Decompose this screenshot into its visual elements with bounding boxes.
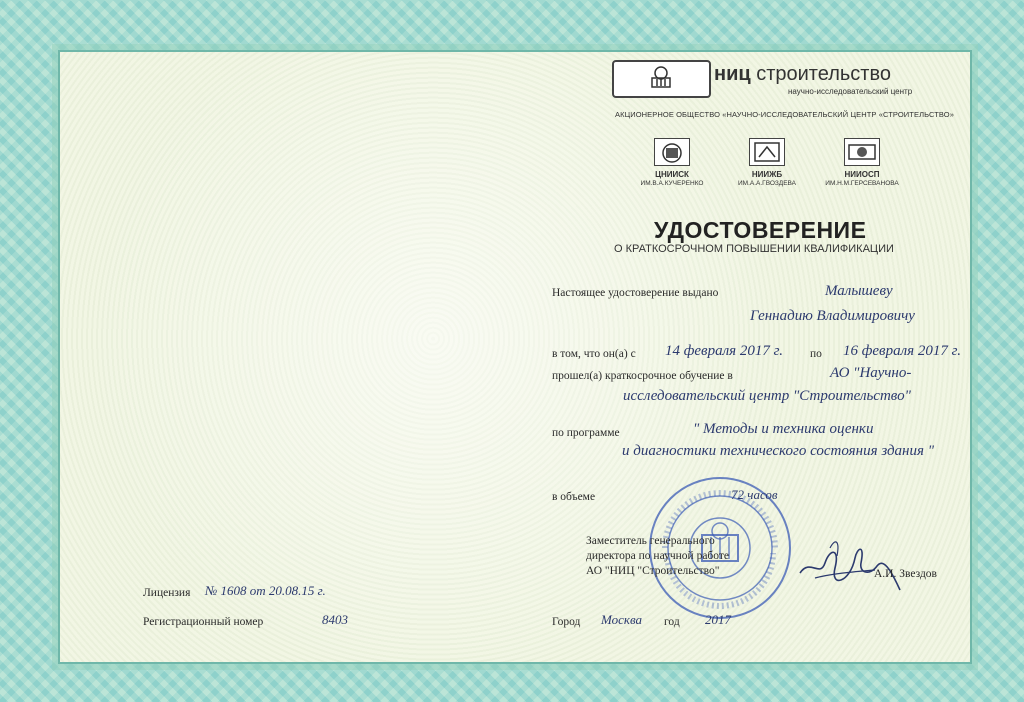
city-label: Город — [552, 616, 581, 628]
registration-label: Регистрационный номер — [143, 616, 264, 628]
signer-title-2: директора по научной работе — [586, 550, 730, 562]
institute-emblem-icon — [749, 138, 785, 166]
issued-label: Настоящее удостоверение выдано — [552, 287, 719, 299]
volume-label: в объеме — [552, 491, 596, 503]
license-label: Лицензия — [143, 587, 191, 599]
signer-title-3: АО "НИЦ "Строительство" — [586, 565, 720, 577]
recipient-surname: Малышеву — [825, 283, 893, 299]
volume-value: 72 часов — [731, 487, 778, 502]
training-label: прошел(а) краткосрочное обучение в — [552, 370, 733, 382]
signer-name: А.И. Звездов — [874, 568, 937, 580]
institute-niiosp: НИИОСП ИМ.Н.М.ГЕРСЕВАНОВА — [822, 138, 902, 187]
date-to: 16 февраля 2017 г. — [843, 343, 961, 359]
registration-number: 8403 — [322, 612, 348, 627]
program-line-2: и диагностики технического состояния здания " — [622, 443, 935, 459]
institute-tsniisk: ЦНИИСК ИМ.В.А.КУЧЕРЕНКО — [632, 138, 712, 187]
document-title: УДОСТОВЕРЕНИЕ — [654, 217, 867, 243]
program-label: по программе — [552, 427, 620, 439]
institution-line-2: исследовательский центр "Строительство" — [623, 388, 911, 404]
building-emblem-icon — [649, 65, 673, 89]
institute-emblem-icon — [844, 138, 880, 166]
recipient-name: Геннадию Владимировичу — [750, 308, 915, 324]
handwritten-signature — [795, 528, 905, 598]
company-logo — [612, 60, 711, 98]
company-brand-subtitle: научно-исследовательский центр — [788, 87, 913, 96]
signer-title-1: Заместитель генерального — [586, 535, 715, 547]
company-brand-name: ниц строительство — [714, 63, 891, 85]
license-value: № 1608 от 20.08.15 г. — [205, 583, 326, 598]
institution-line-1: АО "Научно- — [830, 365, 912, 381]
date-from: 14 февраля 2017 г. — [665, 343, 783, 359]
institute-emblem-icon — [654, 138, 690, 166]
year-label: год — [664, 616, 680, 628]
period-to-label: по — [810, 348, 822, 360]
period-label: в том, что он(а) с — [552, 348, 636, 360]
year-value: 2017 — [705, 612, 731, 627]
program-line-1: " Методы и техника оценки — [693, 421, 874, 437]
institute-niizhb: НИИЖБ ИМ.А.А.ГВОЗДЕВА — [727, 138, 807, 187]
document-subtitle: О КРАТКОСРОЧНОМ ПОВЫШЕНИИ КВАЛИФИКАЦИИ — [614, 243, 894, 255]
city-value: Москва — [601, 612, 643, 627]
organization-full-name: АКЦИОНЕРНОЕ ОБЩЕСТВО «НАУЧНО-ИССЛЕДОВАТЕЛЬСКИЙ ЦЕНТР «СТРОИТЕЛЬСТВО» — [615, 110, 954, 119]
